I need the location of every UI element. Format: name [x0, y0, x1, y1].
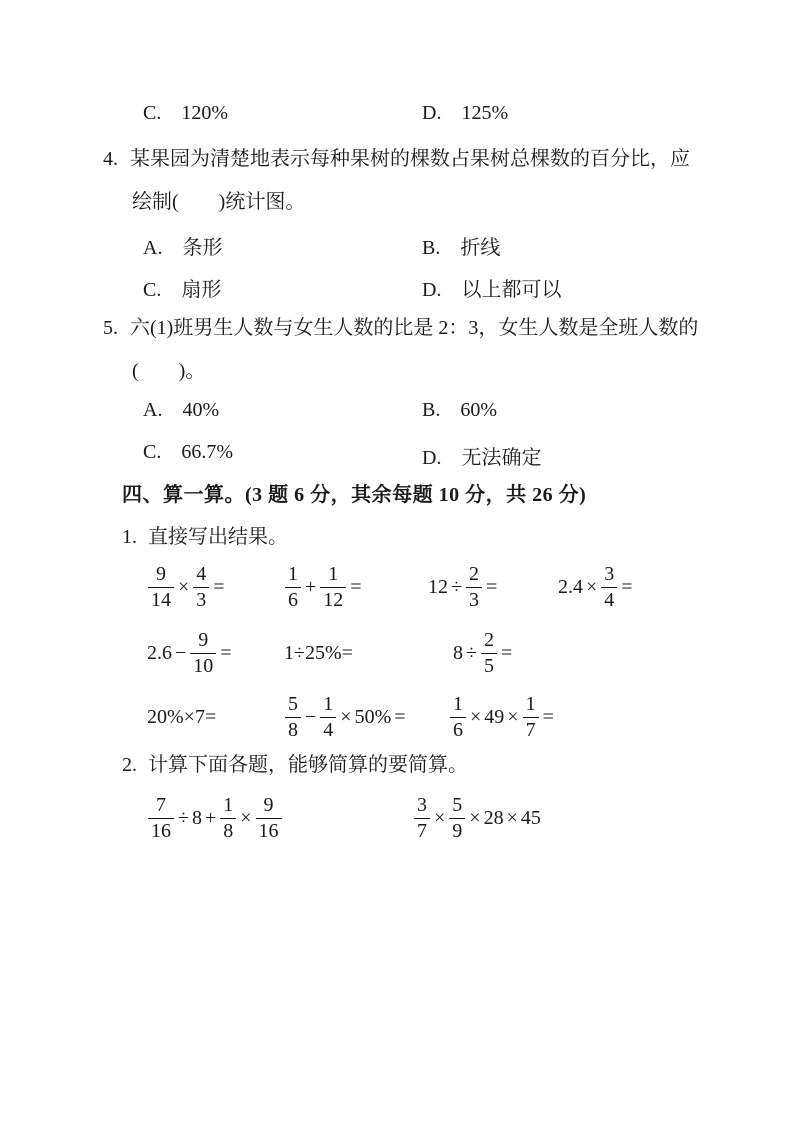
- math-number: 20%×7=: [147, 705, 217, 728]
- math-operator: =: [542, 705, 554, 728]
- calc-question-2: [122, 752, 468, 778]
- q5-option-d: [422, 441, 541, 470]
- fraction-denominator: 7: [417, 819, 427, 842]
- math-expression: [557, 557, 635, 617]
- math-expression: [146, 788, 284, 848]
- q4-options-row-1: [0, 231, 793, 257]
- question-text: 直接写出结果。: [148, 526, 288, 548]
- math-number: 8: [453, 641, 463, 664]
- option-text: 125%: [461, 102, 509, 124]
- fraction: [190, 630, 216, 677]
- math-expression: [283, 623, 354, 683]
- math-operator: =: [220, 641, 232, 664]
- option-key: D.: [422, 102, 442, 124]
- option-text: 以上都可以: [461, 279, 562, 301]
- math-operator: =: [621, 575, 633, 598]
- option-text: 66.7%: [181, 441, 234, 463]
- fraction-numerator: 9: [148, 564, 174, 588]
- math-operator: =: [394, 705, 406, 728]
- fraction-numerator: 1: [320, 564, 346, 588]
- option-key: A.: [143, 399, 163, 421]
- math-expression: [146, 557, 227, 617]
- math-number: 2.4: [558, 575, 583, 598]
- q4-option-b: [422, 231, 500, 260]
- math-expression: [146, 687, 217, 747]
- math-operator: ×: [586, 575, 598, 598]
- math-operator: ×: [340, 705, 352, 728]
- question-number: 1.: [122, 526, 137, 548]
- math-expression: [283, 557, 364, 617]
- fraction: [193, 564, 209, 611]
- q5-option-a: [143, 399, 219, 422]
- option-key: B.: [422, 399, 441, 421]
- fraction: [285, 694, 301, 741]
- q5-option-b: [422, 399, 497, 422]
- option-key: A.: [143, 237, 163, 259]
- option-key: D.: [422, 447, 442, 469]
- calc2-row: [0, 788, 793, 848]
- option-key: C.: [143, 441, 162, 463]
- math-expression: [452, 623, 514, 683]
- math-number: 1÷25%=: [284, 641, 353, 664]
- math-operator: ×: [434, 806, 446, 829]
- q4-option-a: [143, 231, 222, 260]
- question-5-line1: [103, 315, 698, 341]
- option-text: 扇形: [181, 279, 222, 301]
- fraction: [466, 564, 482, 611]
- question-5-line2: [132, 358, 205, 384]
- fraction: [220, 795, 236, 842]
- question-text: 六(1)班男生人数与女生人数的比是 2：3，女生人数是全班人数的: [130, 317, 699, 339]
- fraction-denominator: 8: [223, 819, 234, 842]
- math-expression: [146, 623, 234, 683]
- calc-question-1: [122, 524, 288, 550]
- math-number: 8: [191, 806, 202, 829]
- q5-options-row-1: [0, 399, 793, 425]
- math-operator: ×: [240, 806, 252, 829]
- fraction-denominator: 9: [452, 819, 463, 842]
- fraction-denominator: 4: [323, 718, 334, 741]
- fraction-numerator: 1: [450, 694, 466, 718]
- calc-row-2: [0, 623, 793, 683]
- math-operator: +: [204, 806, 217, 829]
- math-number: 45: [520, 806, 541, 829]
- fraction: [256, 795, 282, 842]
- question-4-line1: [103, 146, 690, 172]
- q5-option-c: [143, 441, 233, 464]
- fraction-denominator: 14: [151, 588, 171, 611]
- fraction-numerator: 1: [523, 694, 539, 718]
- question-number: 5.: [103, 317, 118, 339]
- option-text: 40%: [182, 399, 220, 421]
- math-operator: ÷: [178, 806, 189, 829]
- fraction: [523, 694, 539, 741]
- fraction-numerator: 2: [481, 630, 497, 654]
- question-text: 计算下面各题，能够简算的要简算。: [148, 754, 468, 776]
- math-operator: =: [485, 575, 498, 598]
- question-text: 某果园为清楚地表示每种果树的棵数占果树总棵数的百分比，应: [130, 148, 690, 170]
- q5-options-row-2: [0, 441, 793, 467]
- math-operator: ×: [507, 705, 519, 728]
- fraction-denominator: 6: [453, 718, 463, 741]
- fraction: [449, 795, 465, 842]
- option-key: C.: [143, 279, 162, 301]
- q4-options-row-2: [0, 273, 793, 299]
- fraction-numerator: 1: [285, 564, 301, 588]
- math-operator: =: [213, 575, 225, 598]
- fraction: [414, 795, 430, 842]
- fraction-numerator: 1: [320, 694, 336, 718]
- math-operator: ×: [469, 806, 481, 829]
- option-key: D.: [422, 279, 442, 301]
- option-text: 条形: [182, 237, 223, 259]
- math-expression: [283, 687, 408, 747]
- fraction-numerator: 1: [220, 795, 236, 819]
- question-number: 4.: [103, 148, 118, 170]
- question-number: 2.: [122, 754, 137, 776]
- fraction-numerator: 3: [414, 795, 430, 819]
- math-operator: ×: [178, 575, 190, 598]
- fraction-denominator: 3: [468, 588, 479, 611]
- fraction-denominator: 16: [151, 819, 171, 842]
- math-operator: +: [305, 575, 317, 598]
- option-key: C.: [143, 102, 162, 124]
- math-operator: −: [175, 641, 187, 664]
- fraction-denominator: 4: [604, 588, 615, 611]
- option-key: B.: [422, 237, 441, 259]
- fraction-numerator: 7: [148, 795, 174, 819]
- option-text: 折线: [460, 237, 501, 259]
- q3-options-row: [0, 102, 793, 128]
- fraction-numerator: 2: [466, 564, 482, 588]
- calc-row-1: [0, 557, 793, 617]
- fraction: [601, 564, 617, 611]
- option-text: 无法确定: [461, 447, 542, 469]
- fraction: [320, 694, 336, 741]
- fraction-denominator: 5: [483, 654, 494, 677]
- math-number: 12: [428, 575, 448, 598]
- fraction-numerator: 4: [193, 564, 209, 588]
- calc-row-3: [0, 687, 793, 747]
- option-text: 120%: [181, 102, 229, 124]
- fraction-numerator: 5: [449, 795, 465, 819]
- math-operator: =: [500, 641, 513, 664]
- fraction-denominator: 10: [193, 654, 214, 677]
- math-number: 28: [483, 806, 504, 829]
- question-4-line2: [132, 189, 305, 215]
- math-number: 49: [484, 705, 505, 728]
- fraction-numerator: 5: [285, 694, 301, 718]
- math-expression: [427, 557, 499, 617]
- math-operator: ÷: [466, 641, 477, 664]
- math-expression: [448, 687, 556, 747]
- fraction-denominator: 16: [258, 819, 279, 842]
- fraction: [450, 694, 466, 741]
- math-number: 50%: [354, 705, 392, 728]
- option-text: 60%: [460, 399, 498, 421]
- fraction-denominator: 12: [323, 588, 344, 611]
- math-expression: [412, 788, 542, 848]
- math-operator: ÷: [451, 575, 462, 598]
- fraction: [481, 630, 497, 677]
- math-operator: =: [350, 575, 362, 598]
- q3-option-d: [422, 102, 508, 125]
- math-operator: ×: [470, 705, 482, 728]
- q3-option-c: [143, 102, 228, 125]
- fraction-numerator: 9: [190, 630, 216, 654]
- question-text: 绘制( )统计图。: [132, 191, 306, 213]
- q4-option-d: [422, 273, 561, 302]
- math-operator: ×: [506, 806, 518, 829]
- fraction-numerator: 3: [601, 564, 617, 588]
- section-heading-text: 四、算一算。(3 题 6 分，其余每题 10 分，共 26 分): [122, 484, 587, 506]
- math-operator: −: [305, 705, 317, 728]
- fraction-numerator: 9: [256, 795, 282, 819]
- math-number: 2.6: [147, 641, 172, 664]
- fraction: [285, 564, 301, 611]
- fraction: [148, 564, 174, 611]
- q4-option-c: [143, 273, 221, 302]
- fraction-denominator: 6: [288, 588, 298, 611]
- question-text: ( )。: [132, 360, 206, 382]
- fraction-denominator: 3: [196, 588, 207, 611]
- section-heading: [122, 482, 586, 508]
- fraction: [148, 795, 174, 842]
- fraction-denominator: 8: [288, 718, 298, 741]
- fraction-denominator: 7: [525, 718, 536, 741]
- fraction: [320, 564, 346, 611]
